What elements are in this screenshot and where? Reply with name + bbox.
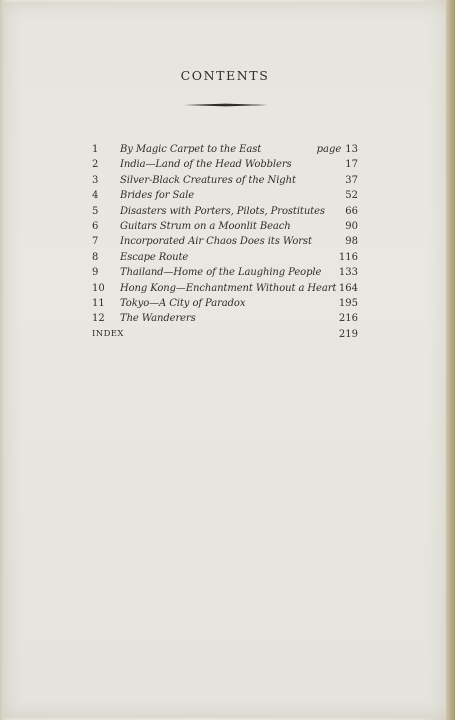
page-label: page: [316, 144, 342, 155]
page-number: 90: [345, 220, 358, 232]
chapter-number: 3: [92, 174, 99, 186]
chapter-number: 4: [92, 190, 99, 202]
page-sheet: [4, 2, 446, 718]
toc-entry: [92, 281, 358, 296]
toc-index-entry: [92, 327, 358, 342]
chapter-number: 2: [92, 159, 99, 171]
toc-entry: [92, 204, 358, 219]
chapter-number: 1: [92, 144, 99, 155]
chapter-number: 11: [92, 297, 105, 309]
ornamental-rule: [184, 103, 268, 107]
page-edge: [446, 0, 455, 720]
toc-entry: [92, 142, 358, 157]
page-number: 66: [345, 205, 358, 217]
chapter-title: Silver-Black Creatures of the Night: [120, 174, 296, 186]
table-of-contents: [92, 142, 358, 342]
chapter-title: Incorporated Air Chaos Does its Worst: [120, 236, 312, 248]
chapter-title: The Wanderers: [120, 313, 196, 325]
page-number: 219: [338, 328, 358, 340]
chapter-title: By Magic Carpet to the East: [120, 144, 262, 155]
chapter-title: Guitars Strum on a Moonlit Beach: [120, 220, 291, 232]
chapter-title: Tokyo—A City of Paradox: [120, 297, 246, 309]
page-number: 17: [345, 159, 358, 171]
chapter-title: Disasters with Porters, Pilots, Prostitutes: [120, 205, 325, 217]
toc-entry: [92, 157, 358, 172]
toc-entry: [92, 173, 358, 188]
toc-entry: [92, 219, 358, 234]
chapter-number: 10: [92, 282, 105, 294]
chapter-title: Hong Kong—Enchantment Without a Heart: [120, 282, 337, 294]
page-number: 133: [338, 267, 358, 279]
chapter-number: 6: [92, 220, 99, 232]
chapter-title: Thailand—Home of the Laughing People: [120, 267, 322, 279]
toc-entry: [92, 250, 358, 265]
page-reference: [317, 142, 358, 157]
chapter-number: 9: [92, 267, 99, 279]
page-number: 37: [345, 174, 358, 186]
page-number: 216: [338, 313, 358, 325]
page-number: 98: [345, 236, 358, 248]
toc-entry: [92, 311, 358, 326]
chapter-number: 8: [92, 251, 99, 263]
chapter-number: 12: [92, 313, 105, 325]
index-label: INDEX: [92, 328, 124, 339]
toc-entry: [92, 234, 358, 249]
chapter-number: 7: [92, 236, 99, 248]
chapter-title: India—Land of the Head Wobblers: [120, 159, 292, 171]
toc-entry: [92, 265, 358, 280]
page-number: 116: [338, 251, 358, 263]
chapter-title: Brides for Sale: [120, 190, 195, 202]
page-number: 195: [338, 297, 358, 309]
page-number: 13: [345, 144, 358, 155]
chapter-number: 5: [92, 205, 99, 217]
toc-entry: [92, 188, 358, 203]
page-number: 52: [345, 190, 358, 202]
contents-heading: CONTENTS: [180, 68, 270, 83]
toc-entry: [92, 296, 358, 311]
page-number: 164: [338, 282, 358, 294]
chapter-title: Escape Route: [120, 251, 189, 263]
